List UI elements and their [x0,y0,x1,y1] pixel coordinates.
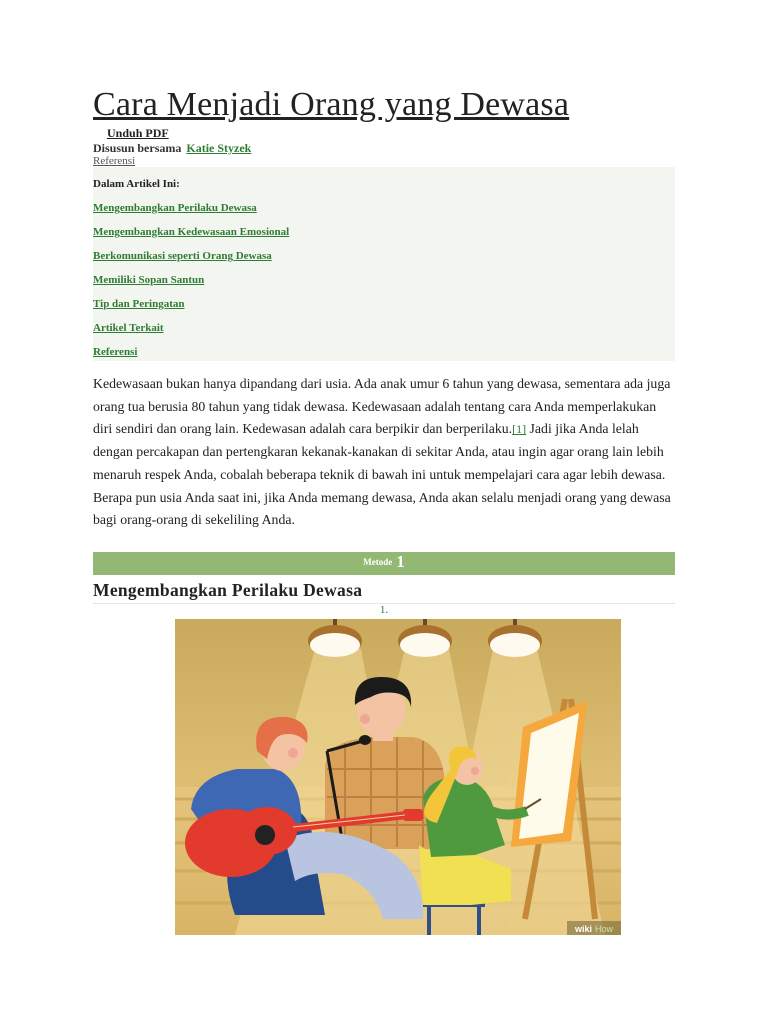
toc-link-artikel-terkait[interactable]: Artikel Terkait [93,322,164,334]
author-link[interactable]: Katie Styzek [186,141,252,155]
intro-text-part2: Jadi jika Anda lelah dengan percakapan dan pertengkaran kekanak-kanakan di sekitar Anda, atau ingin agar orang lain lebih menaruh respek Anda, cobalah beberapa teknik di bawah ini untuk mempelajari cara agar lebih dewasa. Berapa pun usia Anda saat ini, jika Anda memang dewasa, Anda akan selalu menjadi orang yang dewasa bagi orang-orang di sekeliling Anda. [93,421,671,528]
toc-link-perilaku-dewasa[interactable]: Mengembangkan Perilaku Dewasa [93,202,257,214]
toc-item [93,274,204,286]
step-number: 1. [379,604,389,616]
toc-item [93,298,185,310]
step-illustration [175,619,621,935]
toc-item [93,250,272,262]
toc-link-referensi[interactable]: Referensi [93,346,138,358]
toc-item [93,202,257,214]
illustration-svg [175,619,621,935]
watermark-prefix: wiki [575,924,593,934]
toc-item [93,226,289,238]
method-number: 1 [396,552,405,571]
toc-link-sopan-santun[interactable]: Memiliki Sopan Santun [93,274,205,286]
toc-link-tip-peringatan[interactable]: Tip dan Peringatan [93,298,185,310]
table-of-contents [93,167,675,361]
watermark-suffix: How [595,924,614,934]
intro-paragraph [93,373,675,532]
intro-text-part1: Kedewasaan bukan hanya dipandang dari usia. Ada anak umur 6 tahun yang dewasa, sementara ada juga orang tua berusia 80 tahun yang tidak dewasa. Kedewasaan adalah tentang cara Anda memperlakukan diri sendiri dan orang lain. Kedewasan adalah cara berpikir dan berperilaku. [93,376,671,437]
references-link[interactable]: Referensi [93,155,136,167]
wikihow-watermark [567,921,621,935]
toc-link-berkomunikasi[interactable]: Berkomunikasi seperti Orang Dewasa [93,250,272,262]
byline [93,141,251,156]
citation-link[interactable]: [1] [512,422,527,437]
page-title: Cara Menjadi Orang yang Dewasa [93,86,570,123]
toc-heading: Dalam Artikel Ini: [93,178,180,190]
byline-prefix: Disusun bersama [93,141,182,155]
toc-link-kedewasaan-emosional[interactable]: Mengembangkan Kedewasaan Emosional [93,226,290,238]
toc-item [93,346,137,358]
toc-item [93,322,164,334]
method-label: Metode [363,557,393,567]
method-banner [93,552,675,575]
section-title: Mengembangkan Perilaku Dewasa [93,580,363,600]
download-pdf-link[interactable]: Unduh PDF [107,126,169,140]
